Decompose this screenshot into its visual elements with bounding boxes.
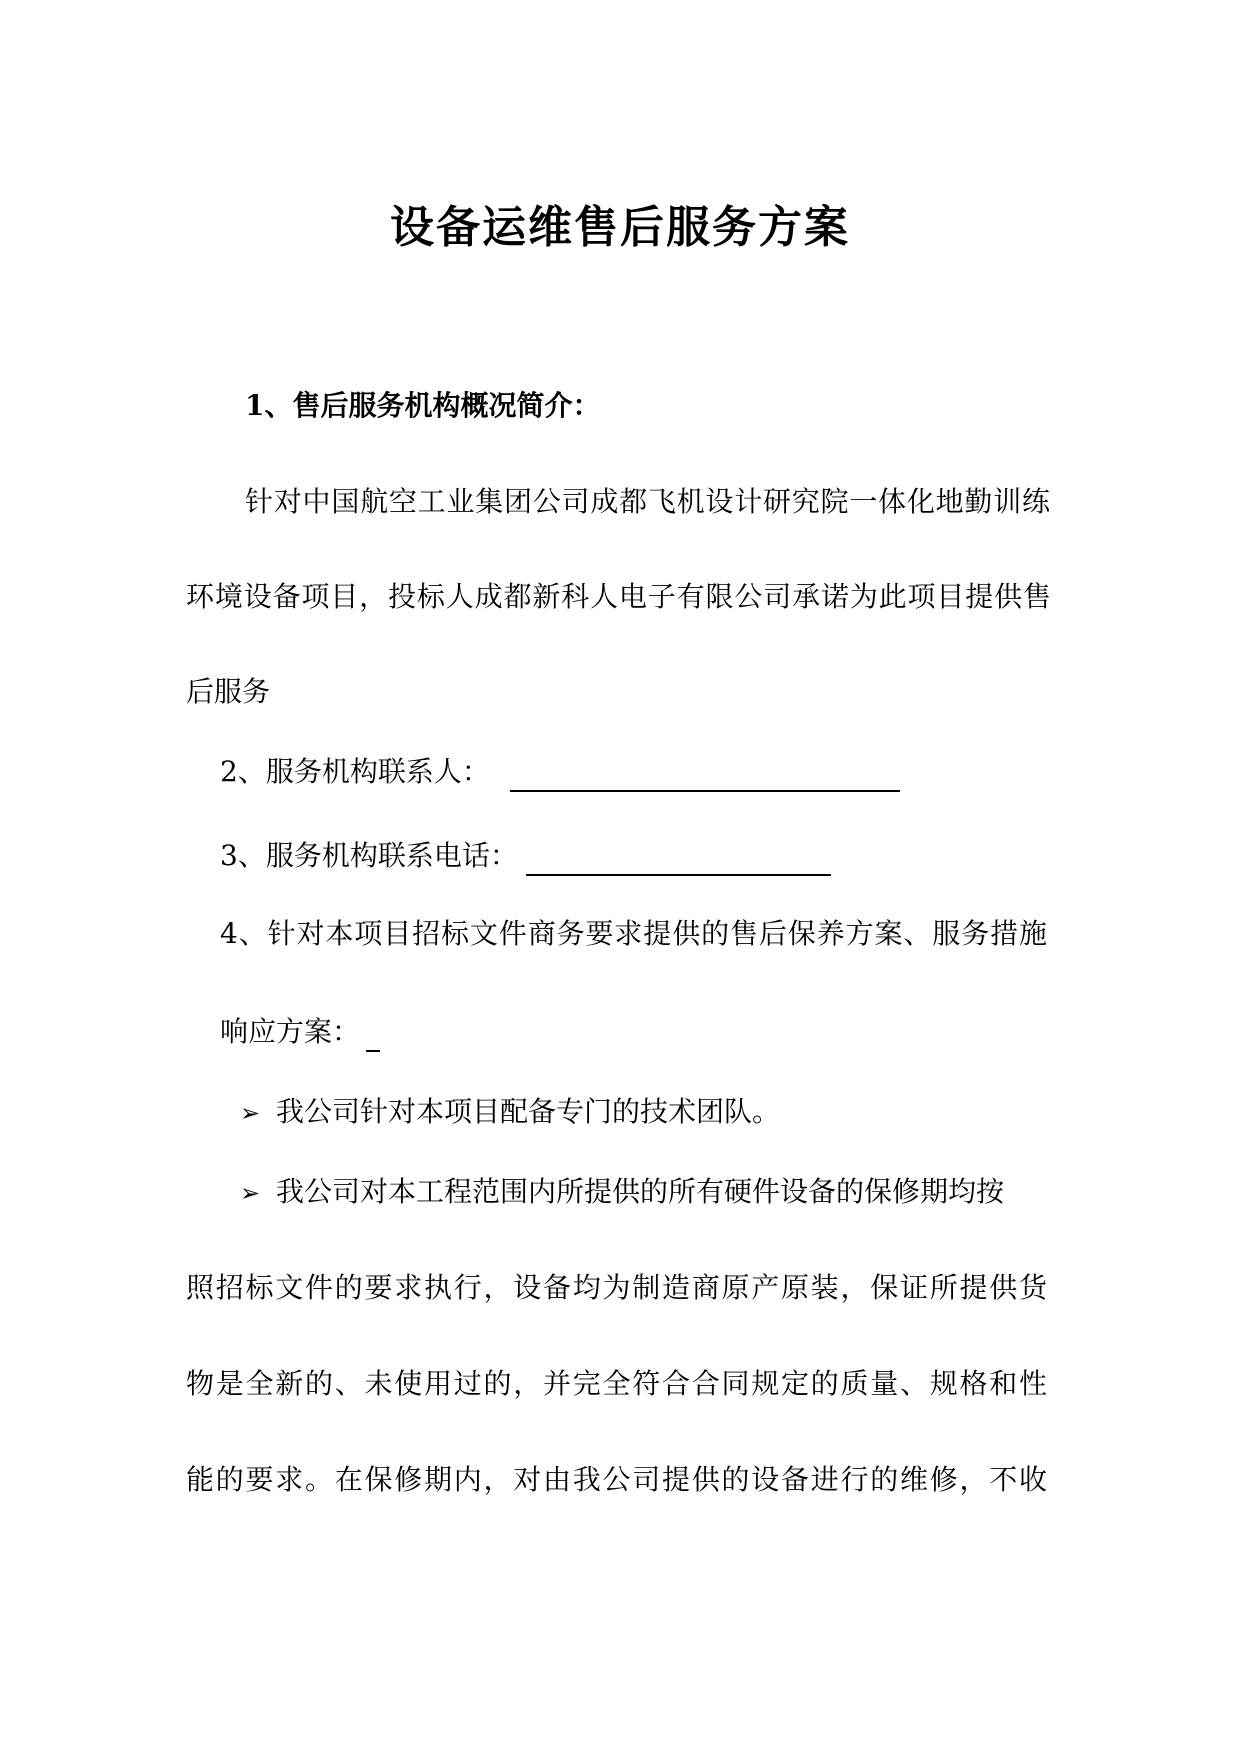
bullet-1-text: 我公司针对本项目配备专门的技术团队。 [276, 1095, 781, 1128]
contact-phone-label: 3、服务机构联系电话： [220, 839, 518, 872]
section1-paragraph-line-2: 环境设备项目，投标人成都新科人电子有限公司承诺为此项目提供售 [186, 580, 1051, 613]
contact-person-row [220, 752, 900, 792]
section4-line-1: 4、针对本项目招标文件商务要求提供的售后保养方案、服务措施 [220, 917, 1047, 950]
section1-paragraph-line-3: 后服务 [186, 675, 271, 708]
contact-phone-blank [526, 844, 831, 876]
bullet-2-line-4: 能的要求。在保修期内，对由我公司提供的设备进行的维修，不收 [186, 1463, 1047, 1496]
bullet-2-line-1: 我公司对本工程范围内所提供的所有硬件设备的保修期均按 [276, 1175, 1005, 1208]
section1-paragraph-line-1: 针对中国航空工业集团公司成都飞机设计研究院一体化地勤训练 [245, 485, 1050, 518]
blank-underscore [366, 1022, 380, 1052]
bullet-2-line-3: 物是全新的、未使用过的，并完全符合合同规定的质量、规格和性 [186, 1367, 1047, 1400]
contact-person-label: 2、服务机构联系人： [220, 755, 490, 788]
contact-phone-row [220, 836, 831, 876]
contact-person-blank [510, 760, 900, 792]
arrow-bullet-icon: ➢ [240, 1179, 261, 1207]
document-title: 设备运维售后服务方案 [390, 202, 850, 253]
bullet-2-line-2: 照招标文件的要求执行，设备均为制造商原产原装，保证所提供货 [186, 1271, 1047, 1304]
bullet-item-2-first-line [240, 1172, 1045, 1213]
section4-line-2-row [220, 1012, 380, 1052]
arrow-bullet-icon: ➢ [240, 1099, 261, 1127]
section1-heading: 1、售后服务机构概况简介： [245, 389, 601, 422]
section4-line-2: 响应方案： [220, 1015, 361, 1048]
bullet-item-1 [240, 1092, 780, 1133]
